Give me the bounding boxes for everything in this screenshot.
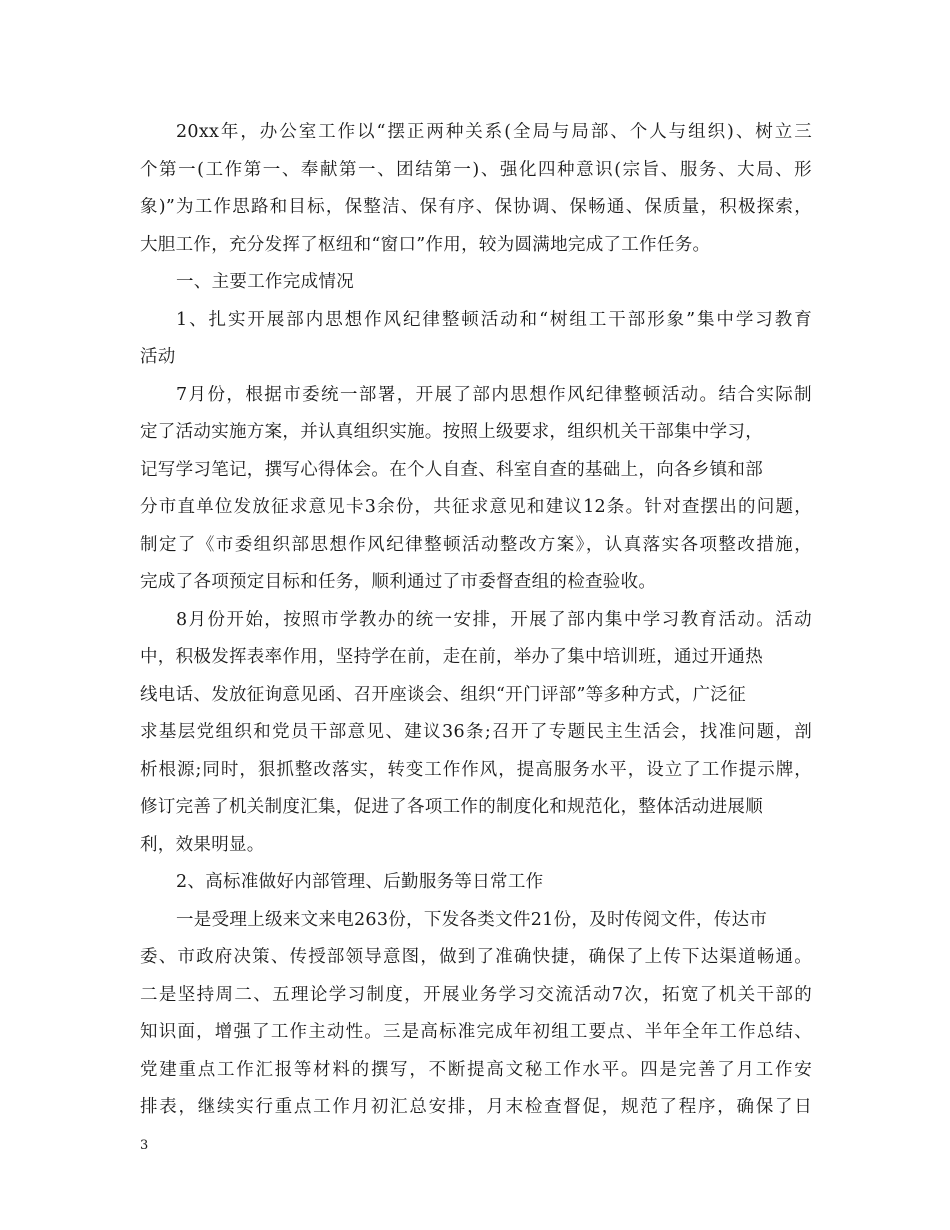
text-line: 利，效果明显。 xyxy=(140,834,265,855)
text-line: 制定了《市委组织部思想作风纪律整顿活动整改方案》，认真落实各项整改措施， xyxy=(140,534,812,555)
text-line: 8月份开始，按照市学教办的统一安排，开展了部内集中学习教育活动。活动 xyxy=(176,609,812,630)
text-line: 二是坚持周二、五理论学习制度，开展业务学习交流活动7次，拓宽了机关干部的 xyxy=(140,984,812,1005)
text-line: 大胆工作，充分发挥了枢纽和“窗口”作用，较为圆满地完成了工作任务。 xyxy=(140,234,711,255)
text-line: 2、高标准做好内部管理、后勤服务等日常工作 xyxy=(176,872,544,892)
text-line: 求基层党组织和党员干部意见、建议36条;召开了专题民主生活会，找准问题，剖 xyxy=(140,722,812,742)
text-line: 一是受理上级来文来电263份，下发各类文件21份，及时传阅文件，传达市 xyxy=(176,909,768,930)
text-line: 象)”为工作思路和目标，保整洁、保有序、保协调、保畅通、保质量，积极探索， xyxy=(140,197,812,217)
text-line: 中，积极发挥表率作用，坚持学在前，走在前，举办了集中培训班，通过开通热 xyxy=(140,647,763,667)
text-line: 20xx年，办公室工作以“摆正两种关系(全局与局部、个人与组织)、树立三 xyxy=(176,122,812,142)
page-number: 3 xyxy=(140,1138,149,1153)
text-line: 1、扎实开展部内思想作风纪律整顿活动和“树组工干部形象”集中学习教育 xyxy=(176,309,812,330)
text-line: 分市直单位发放征求意见卡3余份，共征求意见和建议12条。针对查摆出的问题， xyxy=(140,497,812,517)
text-line: 一、主要工作完成情况 xyxy=(176,272,354,292)
text-line: 排表，继续实行重点工作月初汇总安排，月末检查督促，规范了程序，确保了日 xyxy=(140,1097,812,1117)
text-line: 7月份，根据市委统一部署，开展了部内思想作风纪律整顿活动。结合实际制 xyxy=(176,384,812,405)
text-line: 委、市政府决策、传授部领导意图，做到了准确快捷，确保了上传下达渠道畅通。 xyxy=(140,947,812,967)
text-line: 记写学习笔记，撰写心得体会。在个人自查、科室自查的基础上，向各乡镇和部 xyxy=(140,459,763,480)
text-line: 党建重点工作汇报等材料的撰写，不断提高文秘工作水平。四是完善了月工作安 xyxy=(140,1059,812,1080)
text-line: 知识面，增强了工作主动性。三是高标准完成年初组工要点、半年全年工作总结、 xyxy=(140,1022,812,1042)
document-body xyxy=(140,114,812,1127)
text-line: 完成了各项预定目标和任务，顺利通过了市委督查组的检查验收。 xyxy=(140,572,657,592)
text-line: 活动 xyxy=(140,347,176,367)
text-line: 修订完善了机关制度汇集，促进了各项工作的制度化和规范化，整体活动进展顺 xyxy=(140,797,763,817)
text-line: 定了活动实施方案，并认真组织实施。按照上级要求，组织机关干部集中学习， xyxy=(140,422,763,442)
text-line: 线电话、发放征询意见函、召开座谈会、组织“开门评部”等多种方式，广泛征 xyxy=(140,684,746,705)
text-line: 析根源;同时，狠抓整改落实，转变工作作风，提高服务水平，设立了工作提示牌， xyxy=(140,759,812,780)
text-line: 个第一(工作第一、奉献第一、团结第一)、强化四种意识(宗旨、服务、大局、形 xyxy=(140,159,812,180)
